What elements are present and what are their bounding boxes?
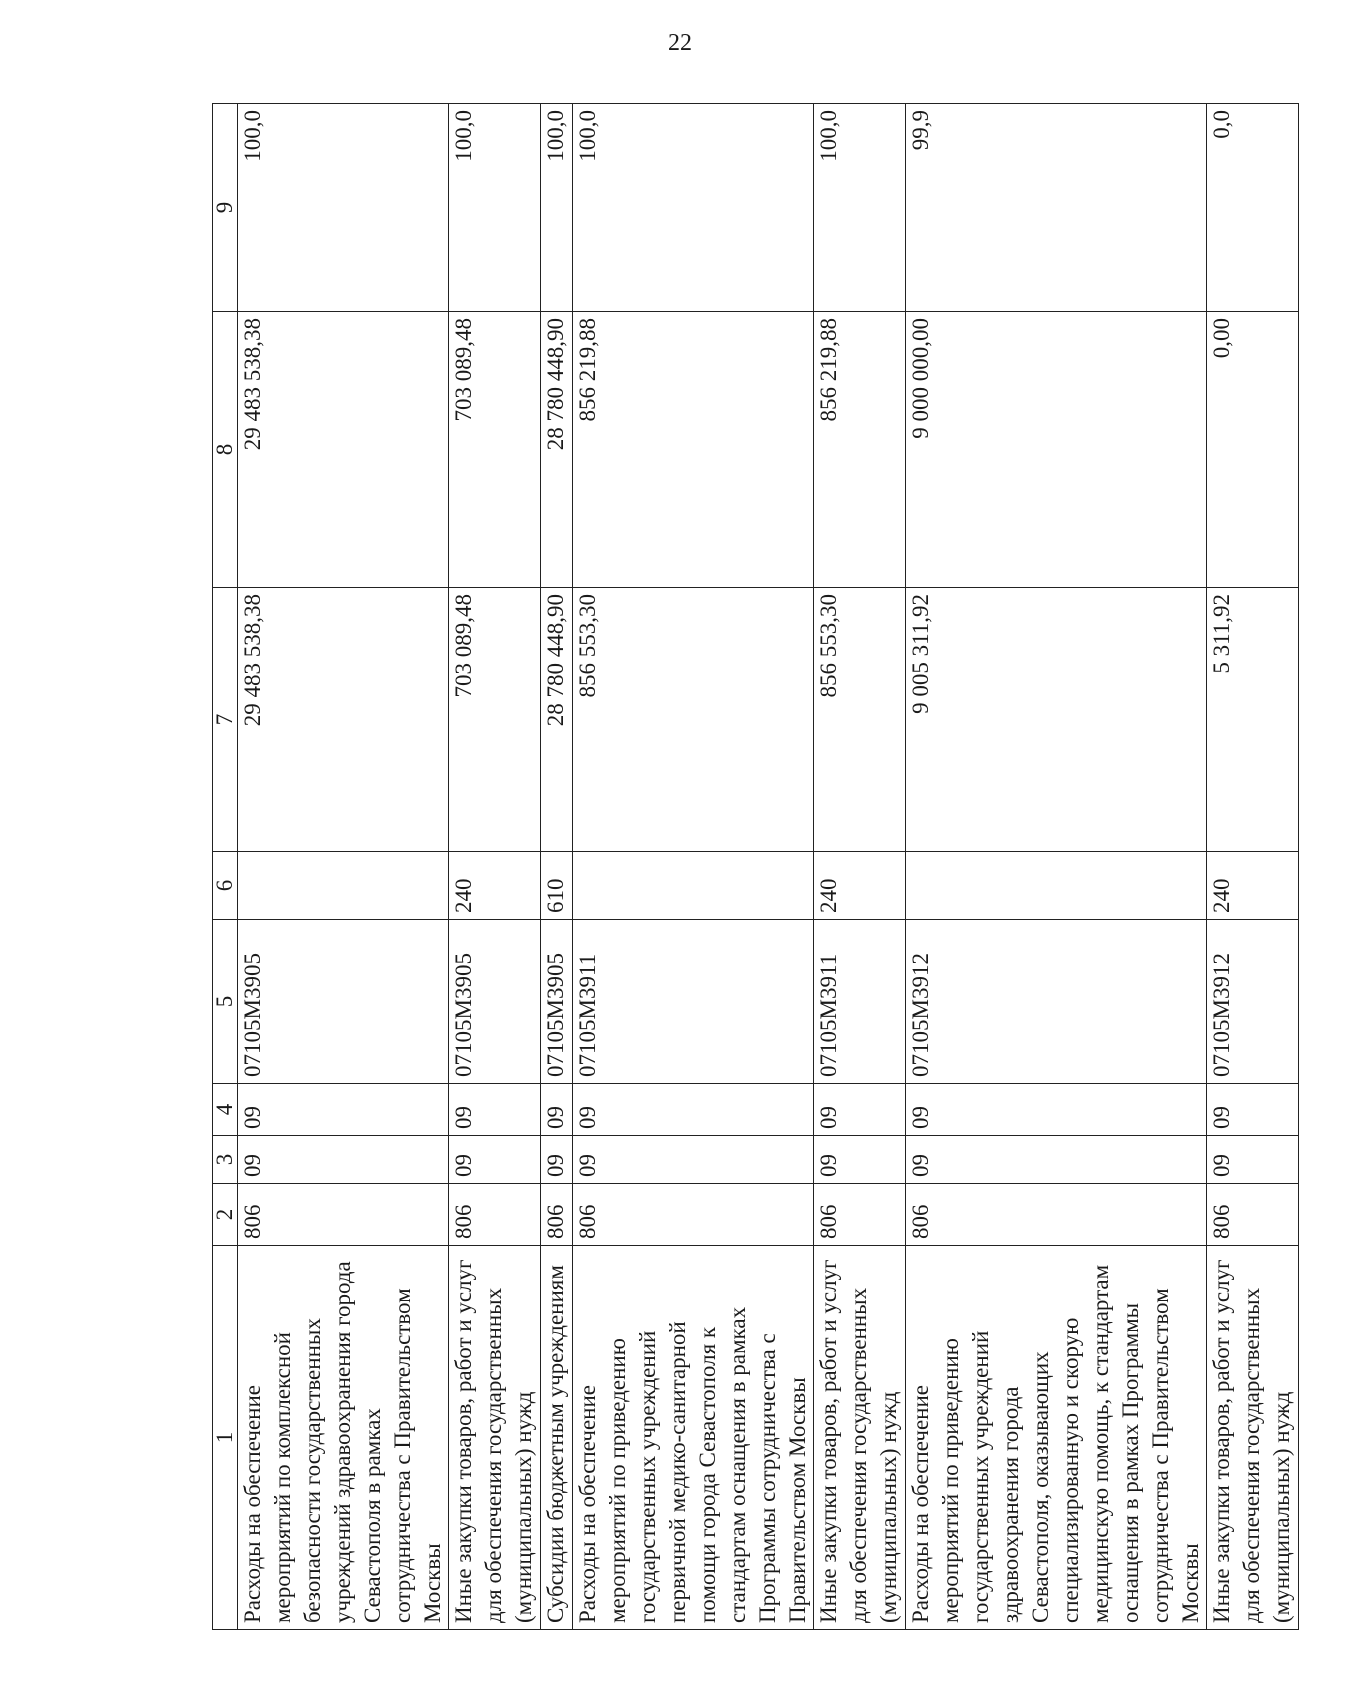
execution-percent: 100,0 — [541, 104, 573, 312]
target-article-code: 07105М3905 — [541, 920, 573, 1084]
expense-description: Иные закупки товаров, работ и услуг для обеспечения государственных (муниципальных) нужд — [1207, 1246, 1299, 1630]
column-header: 7 — [213, 588, 238, 852]
expense-type-code: 610 — [541, 852, 573, 920]
table-row — [238, 104, 449, 1630]
expense-type-code: 240 — [1207, 852, 1299, 920]
planned-amount: 856 553,30 — [573, 588, 814, 852]
subsection-code: 09 — [1207, 1084, 1299, 1136]
target-article-code: 07105М3911 — [573, 920, 814, 1084]
planned-amount: 28 780 448,90 — [541, 588, 573, 852]
table-row — [906, 104, 1207, 1630]
department-code: 806 — [906, 1184, 1207, 1246]
executed-amount: 703 089,48 — [449, 312, 541, 588]
subsection-code: 09 — [449, 1084, 541, 1136]
execution-percent: 100,0 — [573, 104, 814, 312]
column-header: 9 — [213, 104, 238, 312]
expense-description: Иные закупки товаров, работ и услуг для обеспечения государственных (муниципальных) нужд — [449, 1246, 541, 1630]
expense-description: Расходы на обеспечение мероприятий по комплексной безопасности государственных учреждений здравоохранения города Севастополя в рамках сотрудничества с Правительством Москвы — [238, 1246, 449, 1630]
budget-table — [212, 103, 1299, 1630]
target-article-code: 07105М3912 — [1207, 920, 1299, 1084]
executed-amount: 28 780 448,90 — [541, 312, 573, 588]
section-code: 09 — [449, 1136, 541, 1184]
executed-amount: 9 000 000,00 — [906, 312, 1207, 588]
execution-percent: 100,0 — [238, 104, 449, 312]
section-code: 09 — [541, 1136, 573, 1184]
section-code: 09 — [814, 1136, 906, 1184]
section-code: 09 — [1207, 1136, 1299, 1184]
subsection-code: 09 — [541, 1084, 573, 1136]
expense-description: Иные закупки товаров, работ и услуг для обеспечения государственных (муниципальных) нужд — [814, 1246, 906, 1630]
planned-amount: 9 005 311,92 — [906, 588, 1207, 852]
expense-description: Субсидии бюджетным учреждениям — [541, 1246, 573, 1630]
table-row — [449, 104, 541, 1630]
executed-amount: 0,00 — [1207, 312, 1299, 588]
column-header: 2 — [213, 1184, 238, 1246]
department-code: 806 — [449, 1184, 541, 1246]
rotated-table-container — [212, 104, 1294, 1630]
subsection-code: 09 — [238, 1084, 449, 1136]
executed-amount: 856 219,88 — [573, 312, 814, 588]
department-code: 806 — [238, 1184, 449, 1246]
execution-percent: 99,9 — [906, 104, 1207, 312]
execution-percent: 100,0 — [449, 104, 541, 312]
table-row — [814, 104, 906, 1630]
execution-percent: 0,0 — [1207, 104, 1299, 312]
expense-type-code — [906, 852, 1207, 920]
expense-type-code — [238, 852, 449, 920]
subsection-code: 09 — [573, 1084, 814, 1136]
department-code: 806 — [573, 1184, 814, 1246]
target-article-code: 07105М3911 — [814, 920, 906, 1084]
subsection-code: 09 — [814, 1084, 906, 1136]
planned-amount: 856 553,30 — [814, 588, 906, 852]
subsection-code: 09 — [906, 1084, 1207, 1136]
planned-amount: 703 089,48 — [449, 588, 541, 852]
column-header: 3 — [213, 1136, 238, 1184]
department-code: 806 — [814, 1184, 906, 1246]
column-header: 6 — [213, 852, 238, 920]
table-row — [541, 104, 573, 1630]
target-article-code: 07105М3905 — [238, 920, 449, 1084]
table-row — [573, 104, 814, 1630]
page-number: 22 — [668, 30, 692, 56]
target-article-code: 07105М3912 — [906, 920, 1207, 1084]
section-code: 09 — [906, 1136, 1207, 1184]
table-row — [1207, 104, 1299, 1630]
expense-type-code: 240 — [814, 852, 906, 920]
planned-amount: 29 483 538,38 — [238, 588, 449, 852]
department-code: 806 — [1207, 1184, 1299, 1246]
expense-type-code: 240 — [449, 852, 541, 920]
column-header: 5 — [213, 920, 238, 1084]
department-code: 806 — [541, 1184, 573, 1246]
expense-description: Расходы на обеспечение мероприятий по приведению государственных учреждений первичной медико-санитарной помощи города Севастополя к стандартам оснащения в рамках Программы сотрудничества с Правительством Москвы — [573, 1246, 814, 1630]
expense-type-code — [573, 852, 814, 920]
column-header: 1 — [213, 1246, 238, 1630]
planned-amount: 5 311,92 — [1207, 588, 1299, 852]
target-article-code: 07105М3905 — [449, 920, 541, 1084]
column-header: 4 — [213, 1084, 238, 1136]
column-header: 8 — [213, 312, 238, 588]
expense-description: Расходы на обеспечение мероприятий по приведению государственных учреждений здравоохранения города Севастополя, оказывающих специализированную и скорую медицинскую помощь, к стандартам оснащения в рамках Программы сотрудничества с Правительством Москвы — [906, 1246, 1207, 1630]
executed-amount: 29 483 538,38 — [238, 312, 449, 588]
table-header-row — [213, 104, 238, 1630]
execution-percent: 100,0 — [814, 104, 906, 312]
section-code: 09 — [238, 1136, 449, 1184]
executed-amount: 856 219,88 — [814, 312, 906, 588]
section-code: 09 — [573, 1136, 814, 1184]
